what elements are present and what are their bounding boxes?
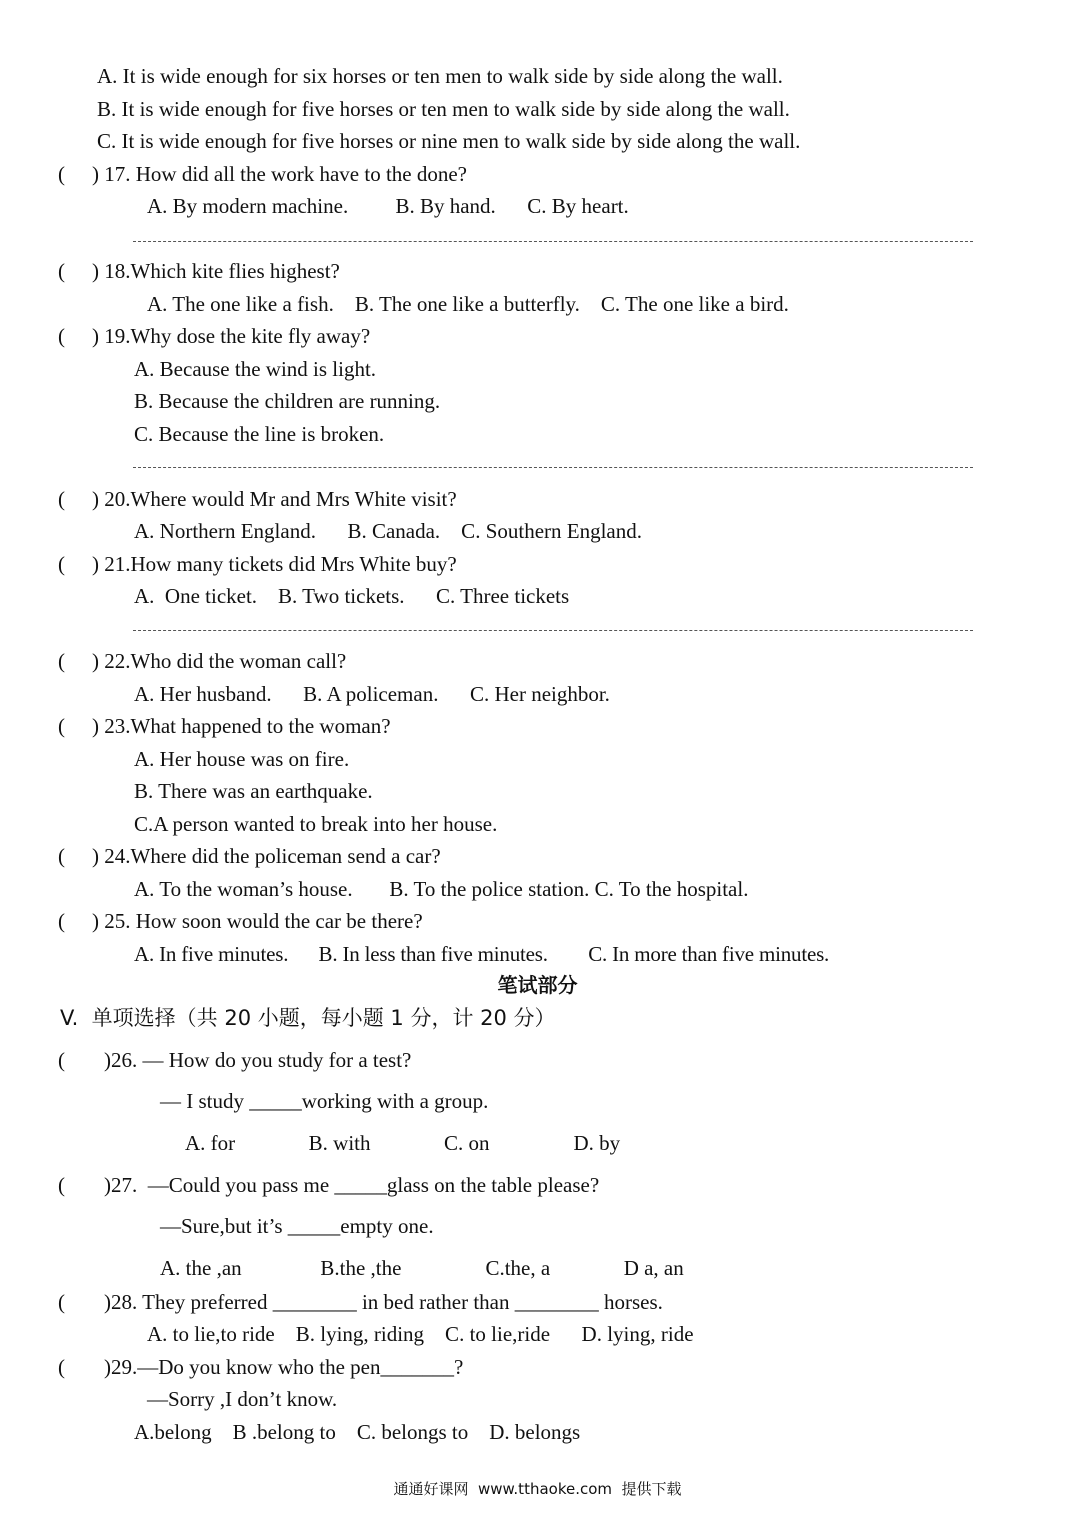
q20-options: A. Northern England. B. Canada. C. Southern England. xyxy=(134,519,642,543)
q24-stem: ) 24.Where did the policeman send a car? xyxy=(92,844,441,868)
q19-option-c: C. Because the line is broken. xyxy=(134,422,385,446)
q19-stem: ) 19.Why dose the kite fly away? xyxy=(92,324,371,348)
q17-stem: ) 17. How did all the work have to the done? xyxy=(92,162,467,186)
section-v-title: V. 单项选择（共 20 小题，每小题 1 分，计 20 分） xyxy=(60,1006,556,1030)
divider xyxy=(133,241,973,242)
q29-response: —Sorry ,I don’t know. xyxy=(147,1387,338,1411)
q21-stem: ) 21.How many tickets did Mrs White buy? xyxy=(92,552,457,576)
answer-paren: ( xyxy=(58,1173,65,1197)
q20-stem: ) 20.Where would Mr and Mrs White visit? xyxy=(92,487,457,511)
q23-option-b: B. There was an earthquake. xyxy=(134,779,373,803)
answer-paren: ( xyxy=(58,1355,65,1379)
answer-paren: ( xyxy=(58,844,65,868)
q28-options: A. to lie,to ride B. lying, riding C. to lie,ride D. lying, ride xyxy=(147,1322,694,1346)
answer-paren: ( xyxy=(58,714,65,738)
answer-paren: ( xyxy=(58,552,65,576)
q27-response: —Sure,but it’s _____empty one. xyxy=(160,1214,434,1238)
answer-paren: ( xyxy=(58,1290,65,1314)
answer-paren: ( xyxy=(58,909,65,933)
q25-stem: ) 25. How soon would the car be there? xyxy=(92,909,423,933)
q23-option-c: C.A person wanted to break into her house. xyxy=(134,812,498,836)
q26-options: A. for B. with C. on D. by xyxy=(185,1131,621,1155)
q29-stem: )29.—Do you know who the pen_______? xyxy=(104,1355,464,1379)
answer-paren: ( xyxy=(58,649,65,673)
q22-options: A. Her husband. B. A policeman. C. Her neighbor. xyxy=(134,682,610,706)
q26-response: — I study _____working with a group. xyxy=(160,1089,489,1113)
q28-stem: )28. They preferred ________ in bed rather than ________ horses. xyxy=(104,1290,663,1314)
q17-options: A. By modern machine. B. By hand. C. By heart. xyxy=(147,194,629,218)
q16-option-b: B. It is wide enough for five horses or ten men to walk side by side along the wall. xyxy=(97,97,790,121)
written-section-heading: 笔试部分 xyxy=(497,973,578,997)
answer-paren: ( xyxy=(58,487,65,511)
q16-option-c: C. It is wide enough for five horses or nine men to walk side by side along the wall. xyxy=(97,129,801,153)
q18-stem: ) 18.Which kite flies highest? xyxy=(92,259,340,283)
q22-stem: ) 22.Who did the woman call? xyxy=(92,649,347,673)
q19-option-b: B. Because the children are running. xyxy=(134,389,441,413)
divider xyxy=(133,467,973,468)
divider xyxy=(133,630,973,631)
answer-paren: ( xyxy=(58,324,65,348)
q18-options: A. The one like a fish. B. The one like a butterfly. C. The one like a bird. xyxy=(147,292,789,316)
q23-option-a: A. Her house was on fire. xyxy=(134,747,350,771)
q19-option-a: A. Because the wind is light. xyxy=(134,357,377,381)
answer-paren: ( xyxy=(58,1048,65,1072)
q27-options: A. the ,an B.the ,the C.the, a D a, an xyxy=(160,1256,684,1280)
answer-paren: ( xyxy=(58,259,65,283)
q21-options: A. One ticket. B. Two tickets. C. Three tickets xyxy=(134,584,570,608)
q26-stem: )26. — How do you study for a test? xyxy=(104,1048,412,1072)
answer-paren: ( xyxy=(58,162,65,186)
q25-options: A. In five minutes. B. In less than five minutes. C. In more than five minutes. xyxy=(134,942,830,966)
q24-options: A. To the woman’s house. B. To the police station. C. To the hospital. xyxy=(134,877,749,901)
q23-stem: ) 23.What happened to the woman? xyxy=(92,714,391,738)
q29-options: A.belong B .belong to C. belongs to D. belongs xyxy=(134,1420,581,1444)
page-footer: 通通好课网 www.tthaoke.com 提供下载 xyxy=(393,1480,682,1498)
q16-option-a: A. It is wide enough for six horses or ten men to walk side by side along the wall. xyxy=(97,64,783,88)
q27-stem: )27. —Could you pass me _____glass on the table please? xyxy=(104,1173,600,1197)
